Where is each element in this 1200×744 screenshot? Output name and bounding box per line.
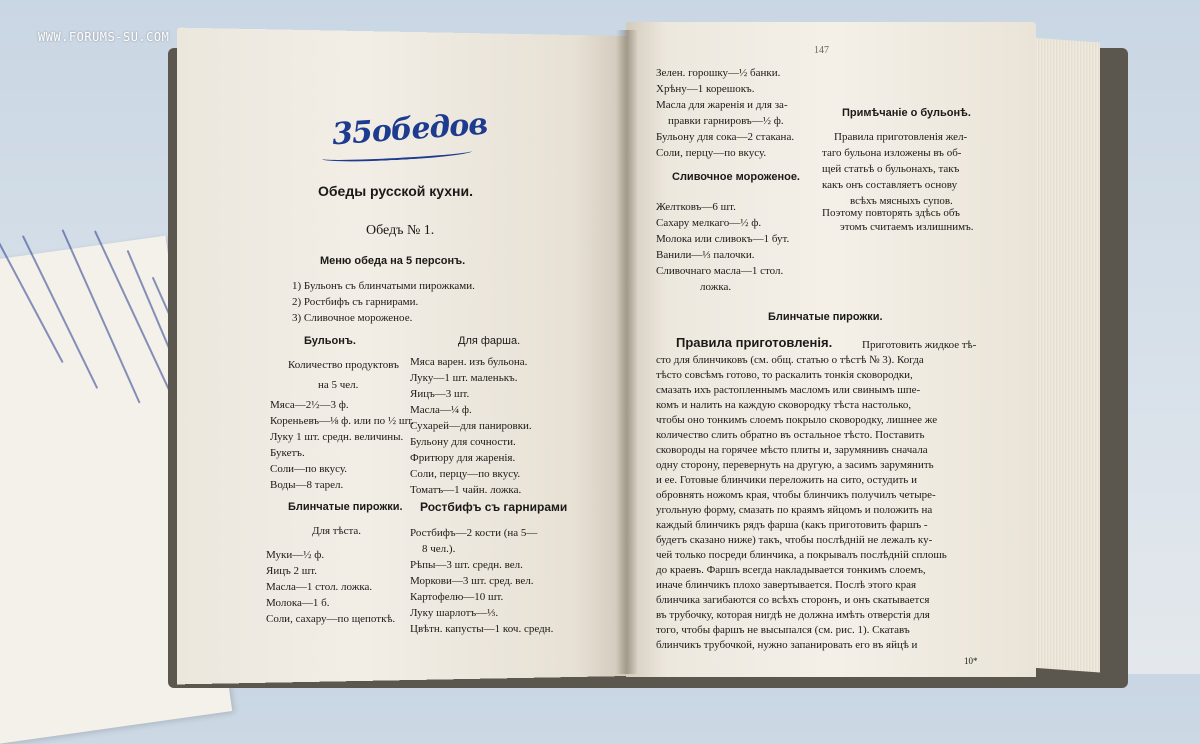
body-line: сто для блинчиковъ (см. общ. статью о тѣстѣ № 3). Когда (656, 354, 924, 366)
body-line: угольную форму, смазать по краямъ яйцомъ и положить на (656, 504, 933, 516)
menu-item: 2) Ростбифъ съ гарнирами. (292, 296, 419, 308)
body-line: комъ и налить на каждую сковородку тѣста настолько, (656, 399, 912, 411)
body-line: одну сторону, перевернуть на другую, а засимъ зарумянить (656, 459, 934, 471)
ice-cream-line: Желтковъ—6 шт. (656, 201, 736, 213)
broth-line: Соли—по вкусу. (270, 463, 347, 475)
body-line: сковороды на горячее мѣсто плиты и, зарумянивъ сначала (656, 444, 928, 456)
roastbeef-line: Луку шарлотъ—⅓. (410, 607, 499, 619)
handwritten-stamp: 35обедов (330, 106, 489, 153)
garnish-line: Масла для жаренія и для за- (656, 99, 788, 111)
body-line: количество слить обратно въ остальное тѣсто. Поставить (656, 429, 925, 441)
dough-subheading: Для тѣста. (312, 525, 362, 537)
body-line: чтобы оно тонкимъ слоемъ покрыло сковородку, лишнее же (656, 414, 938, 426)
dough-line: Яицъ 2 шт. (266, 565, 317, 577)
body-line: будетъ сказано ниже) такъ, чтобы послѣдній не лежалъ ку- (656, 534, 933, 546)
body-line: блинчика загибаются со всѣхъ сторонъ, и онъ скатывается (656, 594, 930, 606)
body-line: въ трубочку, которая нигдѣ не должна имѣть отверстія для (656, 609, 930, 621)
roastbeef-line: 8 чел.). (422, 543, 456, 555)
book-gutter (616, 30, 638, 674)
filling-line: Фритюру для жаренія. (410, 452, 516, 464)
filling-line: Масла—¼ ф. (410, 404, 472, 416)
roastbeef-line: Цвѣтн. капусты—1 коч. средн. (410, 623, 554, 635)
garnish-line: правки гарнировъ—½ ф. (668, 115, 784, 127)
filling-line: Яицъ—3 шт. (410, 388, 470, 400)
watermark: WWW.FORUMS-SU.COM (38, 30, 170, 44)
body-line: блинчикъ трубочкой, нужно запанировать его въ яйцѣ и (656, 639, 918, 651)
dough-line: Молока—1 б. (266, 597, 330, 609)
filling-line: Соли, перцу—по вкусу. (410, 468, 521, 480)
filling-line: Сухарей—для панировки. (410, 420, 532, 432)
body-line: Приготовить жидкое тѣ- (862, 339, 977, 351)
body-line: смазать ихъ растопленнымъ масломъ или свинымъ шпе- (656, 384, 921, 396)
note-line: щей статьѣ о бульонахъ, такъ (822, 163, 960, 175)
filling-line: Бульону для сочности. (410, 436, 516, 448)
garnish-line: Бульону для сока—2 стакана. (656, 131, 795, 143)
dough-line: Масла—1 стол. ложка. (266, 581, 373, 593)
broth-line: Воды—8 тарел. (270, 479, 344, 491)
broth-line: Кореньевъ—⅛ ф. или по ½ шт. (270, 415, 415, 427)
note-heading: Примѣчаніе о бульонѣ. (842, 107, 971, 119)
garnish-line: Хрѣну—1 корешокъ. (656, 83, 755, 95)
broth-line: Количество продуктовъ (288, 359, 399, 371)
note-line: таго бульона изложены въ об- (822, 147, 962, 159)
ice-cream-line: Сахару мелкаго—½ ф. (656, 217, 762, 229)
filling-line: Томатъ—1 чайн. ложка. (410, 484, 522, 496)
broth-line: Букетъ. (270, 447, 305, 459)
filling-heading: Для фарша. (458, 335, 521, 347)
broth-line: Мяса—2½—3 ф. (270, 399, 349, 411)
body-line: обровнять ножомъ края, чтобы блинчикъ получилъ четыре- (656, 489, 936, 501)
left-heading: Обеды русской кухни. (318, 183, 474, 199)
filling-line: Луку—1 шт. маленькъ. (410, 372, 518, 384)
broth-line: Луку 1 шт. средн. величины. (270, 431, 404, 443)
note-line: Правила приготовленія жел- (834, 131, 968, 143)
roastbeef-line: Ростбифъ—2 кости (на 5— (410, 527, 538, 539)
page-stack (1030, 38, 1100, 673)
body-line: того, чтобы фаршъ не высыпался (см. рис. 1). Скатавъ (656, 624, 910, 636)
menu-item: 1) Бульонъ съ блинчатыми пирожками. (292, 280, 475, 292)
broth-line: на 5 чел. (318, 379, 359, 391)
dinner-title: Обедъ № 1. (366, 223, 435, 238)
ice-cream-line: Молока или сливокъ—1 бут. (656, 233, 790, 245)
body-line: иначе блинчикъ плохо завертывается. Послѣ этого края (656, 579, 917, 591)
roastbeef-line: Картофелю—10 шт. (410, 591, 504, 603)
body-line: тѣсто совсѣмъ готово, то раскалить тонкія сковородки, (656, 369, 913, 381)
rules-label: Правила приготовленія. (676, 335, 833, 350)
broth-heading: Бульонъ. (304, 335, 356, 347)
body-line: каждый блинчикъ рядъ фарша (какъ приготовить фаршъ - (656, 519, 928, 531)
ice-cream-line: Сливочнаго масла—1 стол. (656, 265, 784, 277)
note-line: какъ онъ составляетъ основу (822, 179, 958, 191)
dough-line: Муки—½ ф. (266, 549, 325, 561)
body-line: чей только посреди блинчика, а покрывалъ послѣдній сплошь (656, 549, 947, 561)
roastbeef-subheading: Ростбифъ съ гарнирами (420, 500, 568, 514)
roastbeef-line: Рѣпы—3 шт. средн. вел. (410, 559, 523, 571)
ice-cream-line: Ванили—⅓ палочки. (656, 249, 755, 261)
pies-subheading: Блинчатые пирожки. (288, 501, 403, 513)
ice-cream-line: ложка. (700, 281, 732, 293)
page-number: 147 (814, 45, 829, 56)
roastbeef-line: Моркови—3 шт. сред. вел. (410, 575, 534, 587)
body-line: и ее. Готовые блинчики переложить на сито, остудить и (656, 474, 917, 486)
garnish-line: Зелен. горошку—½ банки. (656, 67, 781, 79)
menu-title: Меню обеда на 5 персонъ. (320, 255, 466, 267)
menu-item: 3) Сливочное мороженое. (292, 312, 413, 324)
garnish-line: Соли, перцу—по вкусу. (656, 147, 767, 159)
note-line: этомъ считаемъ излишнимъ. (840, 221, 974, 233)
dough-line: Соли, сахару—по щепоткѣ. (266, 613, 396, 625)
note-line: всѣхъ мясныхъ супов. (850, 195, 953, 207)
body-line: до краевъ. Фаршъ всегда накладывается тонкимъ слоемъ, (656, 564, 926, 576)
note-line: Поэтому повторять здѣсь объ (822, 207, 960, 219)
pies-heading: Блинчатые пирожки. (768, 311, 883, 323)
filling-line: Мяса варен. изъ бульона. (410, 356, 528, 368)
signature-mark: 10* (964, 656, 978, 666)
ice-cream-heading: Сливочное мороженое. (672, 171, 800, 183)
